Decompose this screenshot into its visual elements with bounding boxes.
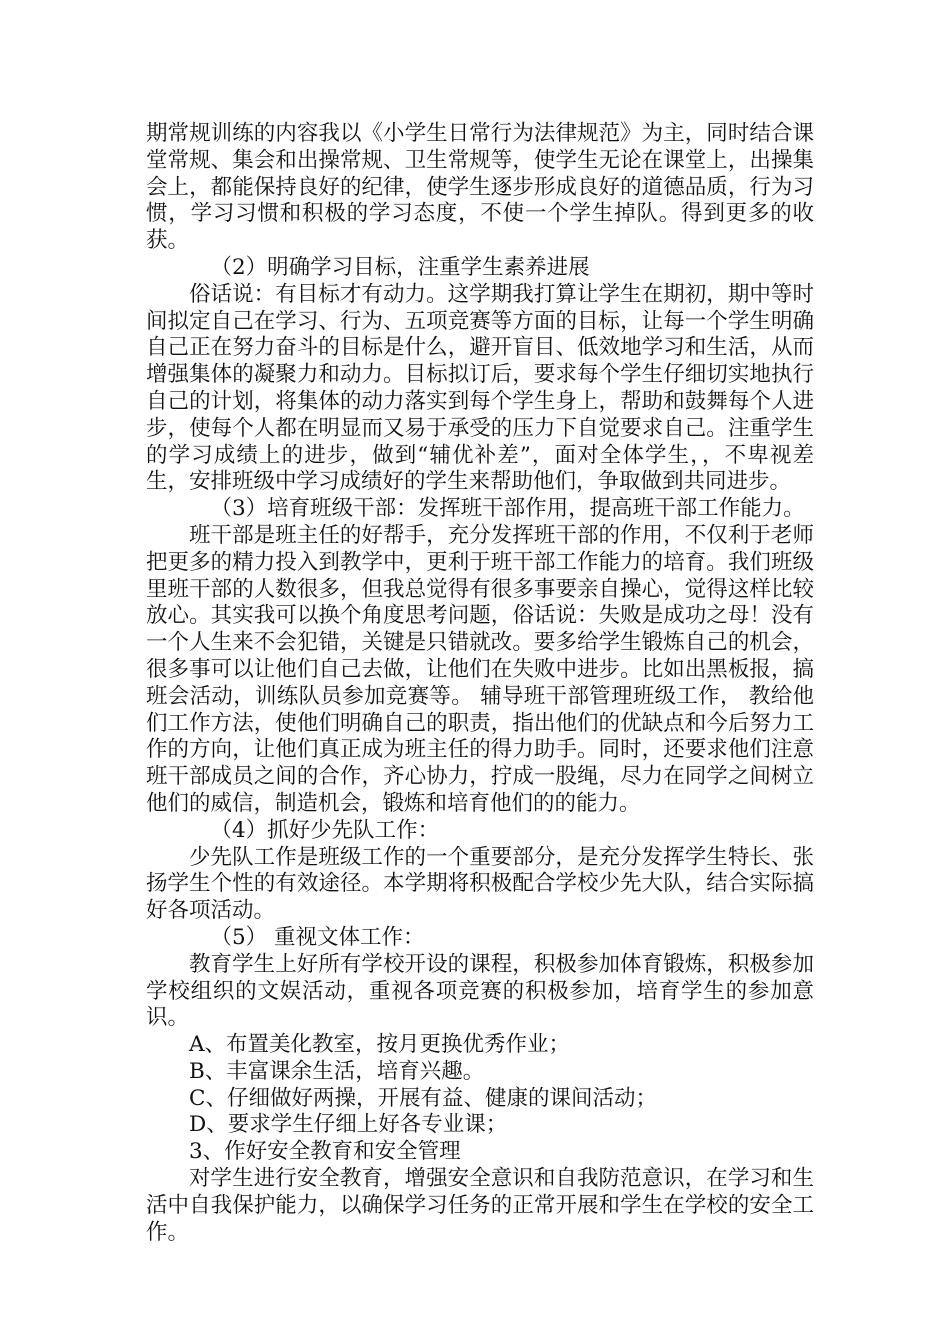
heading-young-pioneers: （4）抓好少先队工作： bbox=[210, 817, 440, 843]
heading-class-cadres: （3）培育班级干部：发挥班干部作用，提高班干部工作能力。 bbox=[210, 496, 805, 522]
heading-safety: 3、作好安全教育和安全管理 bbox=[189, 1139, 461, 1165]
list-item-c: C、仔细做好两操，开展有益、健康的课间活动； bbox=[189, 1085, 657, 1111]
paragraph-safety: 对学生进行安全教育，增强安全意识和自我防范意识，在学习和生活中自我保护能力，以确保学习任务的正常开展和学生在学校的安全工作。 bbox=[146, 1166, 814, 1245]
paragraph-routine-training: 期常规训练的内容我以《小学生日常行为法律规范》为主，同时结合课堂常规、集会和出操常规、卫生常规等，使学生无论在课堂上，出操集会上，都能保持良好的纪律，使学生逐步形成良好的道德品质，行为习惯，学习习惯和积极的学习态度，不使一个学生掉队。得到更多的收获。 bbox=[146, 121, 814, 254]
list-item-a: A、布置美化教室，按月更换优秀作业； bbox=[189, 1032, 571, 1058]
list-item-b: B、丰富课余生活，培育兴趣。 bbox=[189, 1058, 485, 1084]
paragraph-learning-goals: 俗话说：有目标才有动力。这学期我打算让学生在期初，期中等时间拟定自己在学习、行为、五项竞赛等方面的目标，让每一个学生明确自己正在努力奋斗的目标是什么，避开盲目、低效地学习和生活，从而增强集体的凝聚力和动力。目标拟订后，要求每个学生仔细切实地执行自己的计划，将集体的动力落实到每个学生身上，帮助和鼓舞每个人进步，使每个人都在明显而又易于承受的压力下自觉要求自己。注重学生的学习成绩上的进步，做到“辅优补差”，面对全体学生，，不卑视差生，安排班级中学习成绩好的学生来帮助他们，争取做到共同进步。 bbox=[146, 281, 814, 495]
heading-sports-arts: （5） 重视文体工作： bbox=[210, 924, 425, 950]
paragraph-young-pioneers: 少先队工作是班级工作的一个重要部分，是充分发挥学生特长、张扬学生个性的有效途径。本学期将积极配合学校少先大队，结合实际搞好各项活动。 bbox=[146, 844, 814, 924]
paragraph-sports-arts: 教育学生上好所有学校开设的课程，积极参加体育锻炼，积极参加学校组织的文娱活动，重视各项竞赛的积极参加，培育学生的参加意识。 bbox=[146, 951, 814, 1031]
list-item-d: D、要求学生仔细上好各专业课； bbox=[189, 1112, 508, 1138]
document-page bbox=[146, 121, 814, 1246]
heading-learning-goals: （2）明确学习目标，注重学生素养进展 bbox=[210, 254, 590, 280]
paragraph-class-cadres: 班干部是班主任的好帮手，充分发挥班干部的作用，不仅利于老师把更多的精力投入到教学中，更利于班干部工作能力的培育。我们班级里班干部的人数很多，但我总觉得有很多事要亲自操心，觉得这样比较放心。其实我可以换个角度思考问题，俗话说：失败是成功之母！没有一个人生来不会犯错，关键是只错就改。要多给学生锻炼自己的机会，很多事可以让他们自己去做，让他们在失败中进步。比如出黑板报，搞班会活动，训练队员参加竞赛等。 辅导班干部管理班级工作， 教给他们工作方法，使他们明确自己的职责，指出他们的优缺点和今后努力工作的方向，让他们真正成为班主任的得力助手。同时，还要求他们注意班干部成员之间的合作，齐心协力，拧成一股绳，尽力在同学之间树立他们的威信，制造机会，锻炼和培育他们的的能力。 bbox=[146, 522, 814, 816]
